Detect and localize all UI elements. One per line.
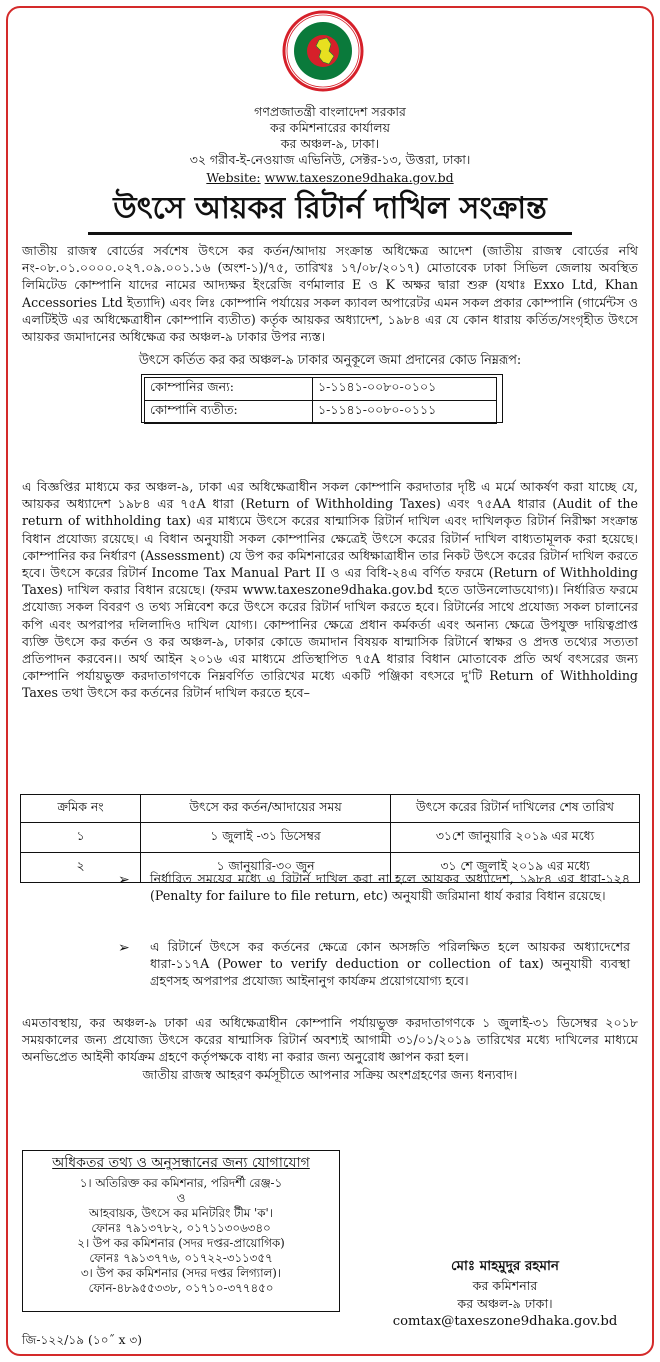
code-value: ১-১১৪১-০০৮০-০১০১ xyxy=(313,378,497,401)
table-row xyxy=(145,378,497,401)
government-seal-logo xyxy=(282,10,364,92)
header-government: গণপ্রজাতন্ত্রী বাংলাদেশ সরকার xyxy=(254,104,406,119)
table-cell: ৩১ শে জুলাই ২০১৯ এর মধ্যে xyxy=(391,853,640,883)
table-row xyxy=(21,823,640,853)
contact-phone: ফোনঃ ৭৯১৩৭৭৬, ০১৭২২-৩১১৩৫৭ xyxy=(89,1251,273,1265)
contact-phone: ফোনঃ ৭৯১৩৭৮২, ০১৭১১৩০৬৩৪০ xyxy=(91,1221,271,1235)
table-cell: ১ xyxy=(21,823,141,853)
signatory-name: মোঃ মাহমুদুর রহমান xyxy=(451,1258,559,1274)
contact-line: আহবায়ক, উৎসে কর মনিটরিং টীম 'ক'। xyxy=(88,1206,274,1220)
arrow-bullet-icon: ➢ xyxy=(118,940,130,956)
notice-title: উৎসে আয়কর রিটার্ন দাখিল সংক্রান্ত xyxy=(113,191,547,226)
paragraph-jurisdiction: জাতীয় রাজস্ব বোর্ডের সর্বশেষ উৎসে কর কর্তন/আদায় সংক্রান্ত অধিক্ষেত্র আদেশ (জাতীয় রাজস্ব বোর্ডের নথি নং-০৮.০১.০০০০.০২৭.০৯.০০১.১৬ (অংশ-১)/৭৫, তারিখঃ ১৭/০৮/২০১৭) মোতাবেক ঢাকা সিভিল জেলায় অবস্থিত লিমিটেড কোম্পানি যাদের নামের আদ্যক্ষর ইংরেজি বর্ণমালার E ও K অক্ষর দ্বারা শুরু (যথাঃ Exxo Ltd, Khan Accessories Ltd ইত্যাদি) এবং লিঃ কোম্পানি পর্যায়ের সকল ক্যাবল অপারেটর এমন সকল প্রকার কোম্পানি (গার্মেন্টস ও এলটিইউ এর অধিক্ষেত্রাধীন কোম্পানি ব্যতীত) কর্তৃক আয়কর অধ্যাদেশ, ১৯৮৪ এর যে কোন ধারায় কর্তিত/সংগৃহীত উৎসে আয়কর জমাদানের অধিক্ষেত্র কর অঞ্চল-৯ ঢাকার উপর ন্যস্ত। xyxy=(22,243,638,345)
paragraph-request: এমতাবস্থায়, কর অঞ্চল-৯ ঢাকা এর অধিক্ষেত্রাধীন কোম্পানি পর্যায়ভুক্ত করদাতাগণকে ১ জুলাই-৩১ ডিসেম্বর ২০১৮ সময়কালের জন্য প্রযোজ্য উৎসে করের ষান্মাসিক রিটার্ন অবশ্যই আগামী ৩১/০১/২০১৯ তারিখের মধ্যে দাখিলের মাধ্যমে অনভিপ্রেত আইনী কার্যক্রম গ্রহণে কর্তৃপক্ষকে বাধ্য না করার জন্য অনুরোধ জ্ঞাপন করা হল। xyxy=(22,1015,638,1065)
contact-line: ৩। উপ কর কমিশনার (সদর দপ্তর লিগ্যাল)। xyxy=(80,1266,282,1280)
column-header: উৎসে কর কর্তন/আদায়ের সময় xyxy=(141,795,391,823)
contact-line: ১। অতিরিক্ত কর কমিশনার, পরিদর্শী রেঞ্জ-১ xyxy=(79,1176,283,1190)
code-intro: উৎসে কর্তিত কর কর অঞ্চল-৯ ঢাকার অনুকূলে জমা প্রদানের কোড নিম্নরূপ: xyxy=(138,353,522,368)
table-cell: ৩১শে জানুয়ারি ২০১৯ এর মধ্যে xyxy=(391,823,640,853)
header-address: ৩২ গরীব-ই-নেওয়াজ এভিনিউ, সেক্টর-১৩, উত্তরা, ঢাকা। xyxy=(189,152,471,167)
code-value: ১-১১৪১-০০৮০-০১১১ xyxy=(313,401,497,424)
table-cell: ১ জুলাই -৩১ ডিসেম্বর xyxy=(141,823,391,853)
website-label: Website: xyxy=(206,170,261,185)
table-row xyxy=(145,401,497,424)
contact-title: অধিকতর তথ্য ও অনুসন্ধানের জন্য যোগাযোগ xyxy=(52,1155,310,1171)
table-header-row xyxy=(21,795,640,823)
publication-code: জি-১২২/১৯ (১০˝ x ৩) xyxy=(22,1333,143,1347)
codes-table xyxy=(144,377,497,424)
header-office: কর কমিশনারের কার্যালয় xyxy=(270,120,390,135)
column-header: ক্রমিক নং xyxy=(21,795,141,823)
website-link[interactable]: www.taxeszone9dhaka.gov.bd xyxy=(264,170,454,185)
column-header: উৎসে করের রিটার্ন দাখিলের শেষ তারিখ xyxy=(391,795,640,823)
code-label: কোম্পানির জন্য: xyxy=(145,378,313,401)
bullet-verification: এ রিটার্নে উৎসে কর কর্তনের ক্ষেত্রে কোন অসঙ্গতি পরিলক্ষিত হলে আয়কর অধ্যাদেশের ধারা-১১৭A (Power to verify deduction or collection of tax) অনুযায়ী ব্যবস্থা গ্রহণসহ অপরাপর প্রযোজ্য আইনানুগ কার্যক্রম প্রয়োগযোগ্য হবে। xyxy=(150,939,630,988)
contact-line: ও xyxy=(176,1191,186,1205)
table-cell: ২ xyxy=(21,853,141,883)
code-label: কোম্পানি ব্যতীত: xyxy=(145,401,313,424)
title-underline xyxy=(88,232,572,235)
paragraph-return-rules: এ বিজ্ঞপ্তির মাধ্যমে কর অঞ্চল-৯, ঢাকা এর অধিক্ষেত্রাধীন সকল কোম্পানি করদাতার দৃষ্টি এ মর্মে আকর্ষণ করা যাচ্ছে যে, আয়কর অধ্যাদেশ ১৯৮৪ এর ৭৫A ধারা (Return of Withholding Taxes) এবং ৭৫AA ধারার (Audit of the return of withholding tax) এর মাধ্যমে উৎসে করের ষান্মাসিক রিটার্ন দাখিল এবং দাখিলকৃত রিটার্ন নিরীক্ষা সংক্রান্ত বিধান প্রযোজ্য রয়েছে। এ বিধান অনুযায়ী সকল কোম্পানির ক্ষেত্রেই উৎসে করের রিটার্ন দাখিল বাধ্যতামূলক করা হয়েছে। কোম্পানির কর নির্ধারণ (Assessment) যে উপ কর কমিশনারের অধিক্ষাত্রাধীন তার নিকট উৎসে করের রিটার্ন দাখিল করতে হবে। উৎসে করের রিটার্ন Income Tax Manual Part II ও এর বিধি-২৪এ বর্ণিত ফরমে (Return of Withholding Taxes) দাখিল করার বিধান রয়েছে। (ফরম www.taxeszone9dhaka.gov.bd হতে ডাউনলোডযোগ্য)। নির্ধারিত ফরমে প্রযোজ্য সকল বিবরণ ও তথ্য সন্নিবেশ করে উৎসে করের রিটার্ন দাখিল করতে হবে। রিটার্নের সাথে প্রযোজ্য সকল চালানের কপি এবং অপরাপর দলিলাদিও দাখিল যোগ্য। কোম্পানির ক্ষেত্রে প্রধান কর্মকর্তা এবং অনান্য ক্ষেত্রে উপযুক্ত দায়িত্বপ্রাপ্ত ব্যক্তি উৎসে কর কর্তন ও কর অঞ্চল-৯, ঢাকার কোডে জমাদান বিষয়ক ষান্মাসিক রিটার্নে স্বাক্ষর ও প্রদত্ত তথ্যের সত্যতা প্রতিপাদন করবেন।। অর্থ আইন ২০১৬ এর মাধ্যমে প্রতিস্থাপিত ৭৫A ধারার বিধান মোতাবেক প্রতি অর্থ বৎসরের জন্য কোম্পানি পর্যায়ভুক্ত করদাতাগণকে নিম্নবর্ণিত তারিখের মধ্যে একটি পঞ্জিকা বৎসরে দু'টি Return of Withholding Taxes তথা উৎসে কর কর্তনের রিটার্ন দাখিল করতে হবে– xyxy=(22,479,638,701)
table-cell: ১ জানুয়ারি-৩০ জুন xyxy=(141,853,391,883)
signatory-designation: কর কমিশনার xyxy=(472,1278,538,1293)
header-zone: কর অঞ্চল-৯, ঢাকা। xyxy=(280,136,380,151)
signatory-office: কর অঞ্চল-৯ ঢাকা। xyxy=(457,1296,553,1311)
signatory-email[interactable]: comtax@taxeszone9dhaka.gov.bd xyxy=(392,1314,618,1329)
contact-phone: ফোন-৪৮৯৫৫৩৩৮, ০১৭১০-৩৭৭৪৫০ xyxy=(88,1281,274,1295)
contact-line: ২। উপ কর কমিশনার (সদর দপ্তর-প্রায়োগিক) xyxy=(77,1236,285,1250)
arrow-bullet-icon: ➢ xyxy=(118,872,130,888)
paragraph-thanks: জাতীয় রাজস্ব আহরণ কর্মসূচীতে আপনার সক্রিয় অংশগ্রহণের জন্য ধন্যবাদ। xyxy=(142,1067,518,1082)
contact-box xyxy=(22,1150,340,1312)
bullet-penalty: নির্ধারিত সময়ের মধ্যে এ রিটার্ন দাখিল করা না হলে আয়কর অধ্যাদেশ, ১৯৮৪ এর ধারা-১২৪ (Penalty for failure to file return, etc) অনুযায়ী জরিমানা ধার্য করার বিধান রয়েছে। xyxy=(150,871,630,903)
header-website xyxy=(0,170,660,186)
